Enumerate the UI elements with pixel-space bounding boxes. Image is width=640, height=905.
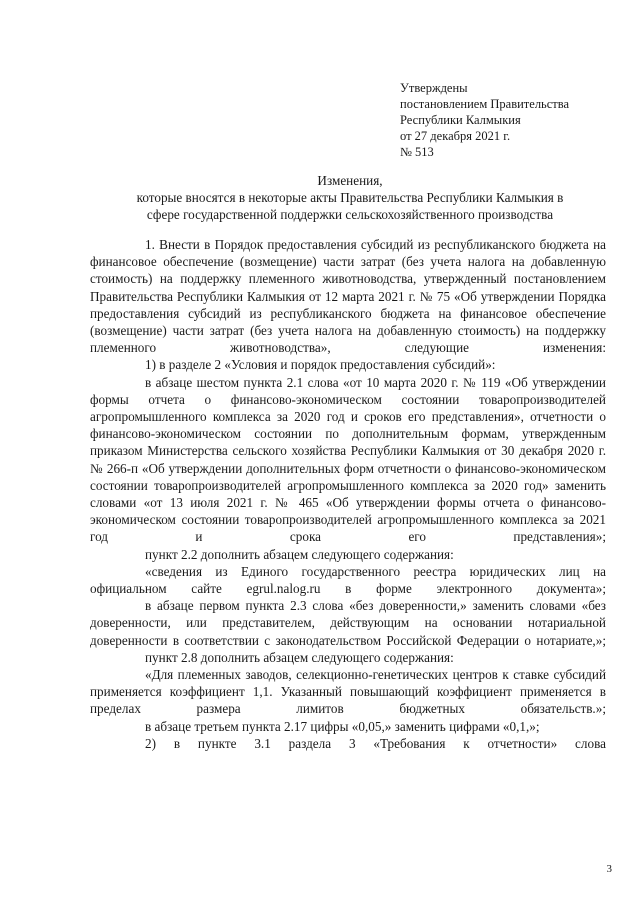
title-heading: Изменения,: [317, 173, 383, 188]
approval-line: постановлением Правительства: [400, 97, 570, 111]
approval-line: от 27 декабря 2021 г.: [400, 129, 511, 143]
body-paragraph: пункт 2.2 дополнить абзацем следующего содержания:: [145, 546, 454, 562]
body-paragraph: «сведения из Единого государственного реестра юридических лиц на официальном сайте egrul.nalog.ru в форме электронного документа»;: [90, 563, 606, 597]
body-paragraph: 1. Внести в Порядок предоставления субсидий из республиканского бюджета на финансовое обеспечение (возмещение) части затрат (без учета налога на добавленную стоимость) на поддержку племенного животноводства, утвержденный постановлением Правительства Республики Калмыкия от 12 марта 2021 г. № 75 «Об утверждении Порядка предоставления субсидий из республиканского бюджета на финансовое обеспечение (возмещение) части затрат (без учета налога на добавленную стоимость) на поддержку племенного животноводства», следующие изменения:: [90, 237, 606, 356]
document-title: [90, 172, 610, 223]
body-paragraph: в абзаце третьем пункта 2.17 цифры «0,05,» заменить цифрами «0,1,»;: [145, 718, 540, 734]
body-paragraph: 2) в пункте 3.1 раздела 3 «Требования к отчетности» слова: [145, 735, 606, 751]
document-body: [90, 236, 606, 752]
title-subtitle-line: сфере государственной поддержки сельскохозяйственного производства: [146, 207, 554, 222]
approval-line: № 513: [400, 145, 434, 159]
body-paragraph: в абзаце первом пункта 2.3 слова «без доверенности,» заменить словами «без доверенности, или представителем, действующим на основании нотариальной доверенности в соответствии с законодательством Российской Федерации о нотариате,»;: [90, 598, 606, 648]
page-number: 3: [606, 863, 612, 875]
body-paragraph: 1) в разделе 2 «Условия и порядок предоставления субсидий»:: [145, 357, 496, 373]
body-paragraph: «Для племенных заводов, селекционно-генетических центров к ставке субсидий применяется коэффициент 1,1. Указанный повышающий коэффициент применяется в пределах размера лимитов бюджетных обязательств.»;: [90, 667, 606, 717]
body-paragraph: пункт 2.8 дополнить абзацем следующего содержания:: [145, 649, 454, 665]
approval-stamp: [400, 80, 620, 160]
title-subtitle-line: которые вносятся в некоторые акты Правительства Республики Калмыкия в: [136, 190, 564, 205]
body-paragraph: в абзаце шестом пункта 2.1 слова «от 10 марта 2020 г. № 119 «Об утверждении формы отчета о финансово-экономическом состоянии товаропроизводителей агропромышленного комплекса за 2020 год и сроков его представления», отчетности о финансово-экономическом состоянии по дополнительным формам, утвержденным приказом Министерства сельского хозяйства Республики Калмыкия от 30 декабря 2020 г. № 266-п «Об утверждении дополнительных форм отчетности о финансово-экономическом состоянии товаропроизводителей агропромышленного комплекса за 2020 год» заменить словами «от 13 июля 2021 г. № 465 «Об утверждении формы отчета о финансово-экономическом состоянии товаропроизводителей агропромышленного комплекса за 2021 год и срока его представления»;: [90, 374, 606, 545]
approval-line: Республики Калмыкия: [400, 113, 521, 127]
approval-line: Утверждены: [400, 81, 468, 95]
